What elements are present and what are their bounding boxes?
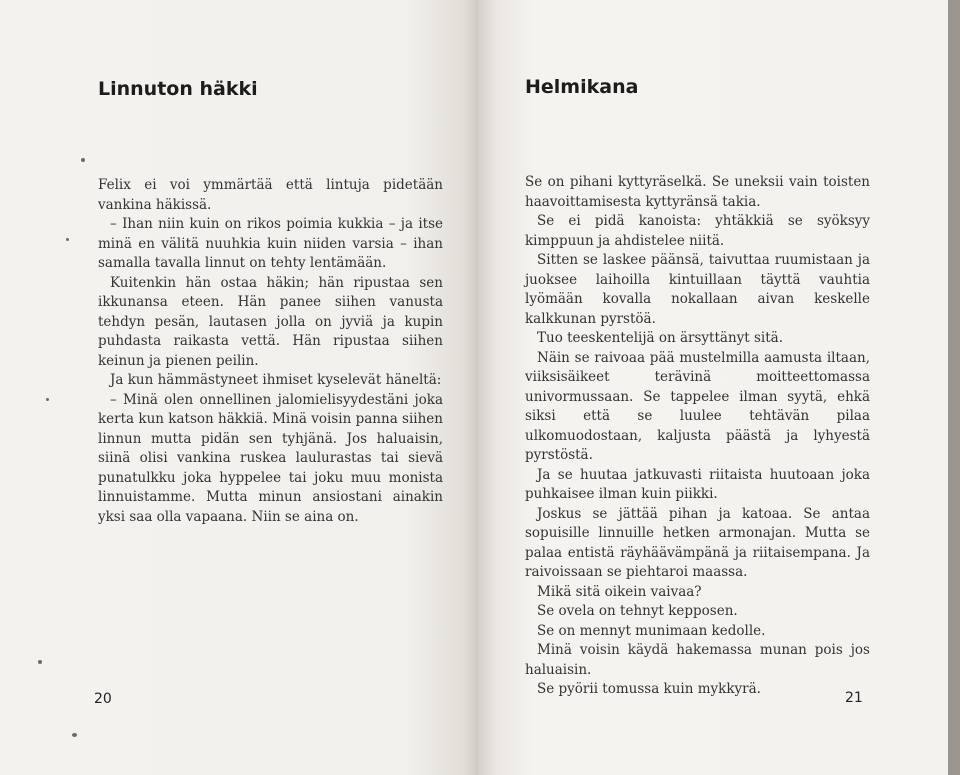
paragraph: Se on pihani kyttyräselkä. Se uneksii vain toisten haavoittamisesta kyttyränsä takia. xyxy=(525,174,870,210)
right-page-title: Helmikana xyxy=(525,76,639,98)
left-page-title: Linnuton häkki xyxy=(98,78,258,100)
page-number-left: 20 xyxy=(94,691,112,707)
paragraph: Näin se raivoaa pää mustelmilla aamusta iltaan, viiksisäikeet terävinä moitteettomassa univormussaan. Se tappelee ilman syytä, ehkä siksi että se luulee tehtävän pilaa ulkomuodostaan, kaljusta päästä ja lyhyestä pyrstöstä. xyxy=(525,349,870,463)
paragraph: Se ei pidä kanoista: yhtäkkiä se syöksyy kimppuun ja ahdistelee niitä. xyxy=(525,213,870,249)
paragraph: Se ovela on tehnyt kepposen. xyxy=(537,603,738,619)
book-edge xyxy=(948,0,960,775)
paragraph: Se on mennyt munimaan kedolle. xyxy=(537,622,766,639)
paragraph: Joskus se jättää pihan ja katoaa. Se antaa sopuisille linnuille hetken armonajan. Mutta se palaa entistä räyhäävämpänä ja riitaisempana. Ja raivoissaan se piehtaroi maassa. xyxy=(525,505,870,580)
paragraph: Ja se huutaa jatkuvasti riitaista huutoaan joka puhkaisee ilman kuin piikki. xyxy=(525,466,870,502)
left-page xyxy=(0,0,478,775)
dust-speck xyxy=(46,398,49,401)
paragraph: Ja kun hämmästyneet ihmiset kyselevät häneltä: xyxy=(110,372,442,388)
paragraph: Se pyörii tomussa kuin mykkyrä. xyxy=(537,681,761,697)
paragraph: Mikä sitä oikein vaivaa? xyxy=(537,583,702,600)
paragraph: Sitten se laskee päänsä, taivuttaa ruumistaan ja juoksee laihoilla kintuillaan täyttä vauhtia lyömään kovalla nokallaan aivan keskelle kalkkunan pyrstöä. xyxy=(525,252,870,327)
paragraph: Tuo teeskentelijä on ärsyttänyt sitä. xyxy=(537,330,784,346)
dust-speck xyxy=(38,660,42,664)
page-number-right: 21 xyxy=(845,690,863,706)
right-page-text xyxy=(525,173,870,700)
paragraph: – Ihan niin kuin on rikos poimia kukkia – ja itse minä en välitä nuuhkia kuin niiden varsia – ihan samalla tavalla linnut on tehty lentämään. xyxy=(98,216,443,271)
paragraph: Felix ei voi ymmärtää että lintuja pidetään vankina häkissä. xyxy=(98,177,443,213)
right-page xyxy=(478,0,948,775)
dust-speck xyxy=(66,238,69,241)
paragraph: Kuitenkin hän ostaa häkin; hän ripustaa sen ikkunansa eteen. Hän panee siihen vanusta tehdyn pesän, lautasen jolla on jyviä ja kupin puhdasta raikasta vettä. Hän ripustaa siihen keinun ja pienen peilin. xyxy=(98,274,443,369)
left-page-text xyxy=(98,176,443,527)
dust-speck xyxy=(81,158,85,162)
paragraph: – Minä olen onnellinen jalomielisyydestäni joka kerta kun katson häkkiä. Minä voisin panna siihen linnun mutta pidän sen tyhjänä. Jos haluaisin, siinä olisi vankina ruskea laulurastas tai sievä punatulkku joka hyppelee tai joku muu monista linnuistamme. Mutta minun ansiostani ainakin yksi saa olla vapaana. Niin se aina on. xyxy=(98,391,443,525)
dust-speck xyxy=(72,733,77,737)
paragraph: Minä voisin käydä hakemassa munan pois jos haluaisin. xyxy=(525,642,870,678)
